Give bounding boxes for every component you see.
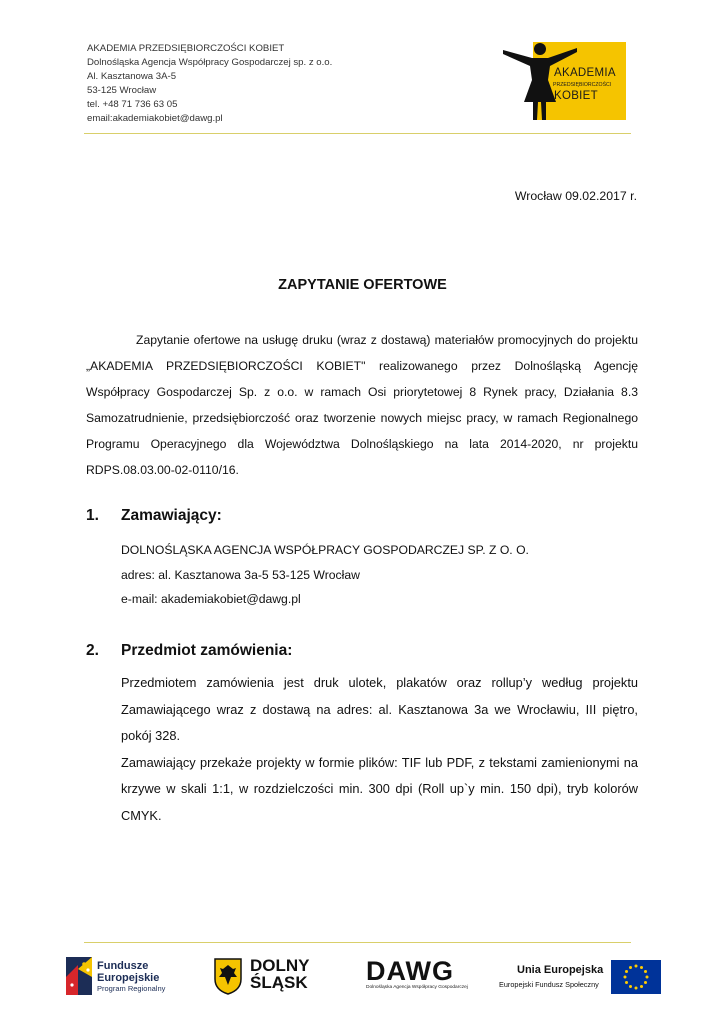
logo-akademia: AKADEMIA [554, 67, 616, 79]
ds-line1: DOLNY [250, 956, 310, 975]
section-1-body [121, 538, 529, 612]
intro-paragraph [86, 327, 638, 483]
eu-title: Unia Europejska [517, 964, 604, 976]
dolny-slask-logo-text [250, 957, 310, 991]
section-2-body [121, 670, 638, 829]
header-line: Al. Kasztanowa 3A-5 [87, 71, 177, 82]
ds-line2: ŚLĄSK [250, 973, 308, 992]
footer-divider [84, 942, 631, 943]
header-line: 53-125 Wrocław [87, 85, 157, 96]
dawg-subtitle: Dolnośląska Agencja Współpracy Gospodarczej [366, 985, 468, 990]
logo-przedsiebiorczosci: PRZEDSIĘBIORCZOŚCI [553, 82, 612, 88]
orderer-email: e-mail: akademiakobiet@dawg.pl [121, 592, 301, 606]
fe-logo-text [97, 960, 159, 984]
header-line: Dolnośląska Agencja Współpracy Gospodarczej sp. z o.o. [87, 57, 333, 68]
section-2-paragraph: Zamawiający przekaże projekty w formie plików: TIF lub PDF, z tekstami zamienionymi na krzywe w skali 1:1, w rozdzielczości min. 300 dpi (Roll up`y min. 150 dpi), tryb kolorów CMYK. [121, 754, 638, 823]
document-title: ZAPYTANIE OFERTOWE [278, 277, 447, 293]
fe-program: Program Regionalny [97, 984, 166, 993]
intro-text: Zapytanie ofertowe na usługę druku (wraz z dostawą) materiałów promocyjnych do projektu „AKADEMIA PRZEDSIĘBIORCZOŚCI KOBIET" realizowanego przez Dolnośląską Agencję Współpracy Gospodarczej Sp. z o.o. w ramach Osi priorytetowej 8 Rynek pracy, Działania 8.3 Samozatrudnienie, przedsiębiorczość oraz tworzenie nowych miejsc pracy, w ramach Regionalnego Programu Operacyjnego dla Województwa Dolnośląskiego na lata 2014-2020, nr projektu RDPS.08.03.00-02-0110/16. [86, 333, 638, 477]
fundusze-europejskie-icon [62, 955, 94, 997]
header-line: AKADEMIA PRZEDSIĘBIORCZOŚCI KOBIET [87, 43, 285, 54]
orderer-name: DOLNOŚLĄSKA AGENCJA WSPÓŁPRACY GOSPODARCZEJ SP. Z O. O. [121, 543, 529, 557]
section-2-heading: Przedmiot zamówienia: [121, 642, 293, 659]
section-1-number: 1. [86, 507, 99, 524]
dolny-slask-crest-icon [213, 957, 243, 995]
logo-kobiet: KOBIET [554, 90, 598, 102]
section-1-heading: Zamawiający: [121, 507, 222, 524]
fe-line1: Fundusze [97, 960, 149, 972]
eu-flag-icon [611, 960, 661, 994]
header-divider [84, 133, 631, 134]
fe-line2: Europejskie [97, 972, 160, 984]
section-2-paragraph: Przedmiotem zamówienia jest druk ulotek, plakatów oraz rollup’y według projektu Zamawiającego wraz z dostawą na adres: al. Kasztanowa 3a we Wrocławiu, III piętro, pokój 328. [121, 675, 638, 743]
section-2-number: 2. [86, 642, 99, 659]
eu-fund: Europejski Fundusz Społeczny [499, 980, 599, 989]
header-email: email:akademiakobiet@dawg.pl [87, 113, 223, 124]
dawg-logo: DAWG [366, 956, 454, 986]
header-address [87, 42, 332, 126]
document-date: Wrocław 09.02.2017 r. [514, 189, 637, 203]
header-line: tel. +48 71 736 63 05 [87, 99, 178, 110]
woman-figure-icon [500, 40, 580, 122]
orderer-address: adres: al. Kasztanowa 3a-5 53-125 Wrocław [121, 567, 360, 582]
